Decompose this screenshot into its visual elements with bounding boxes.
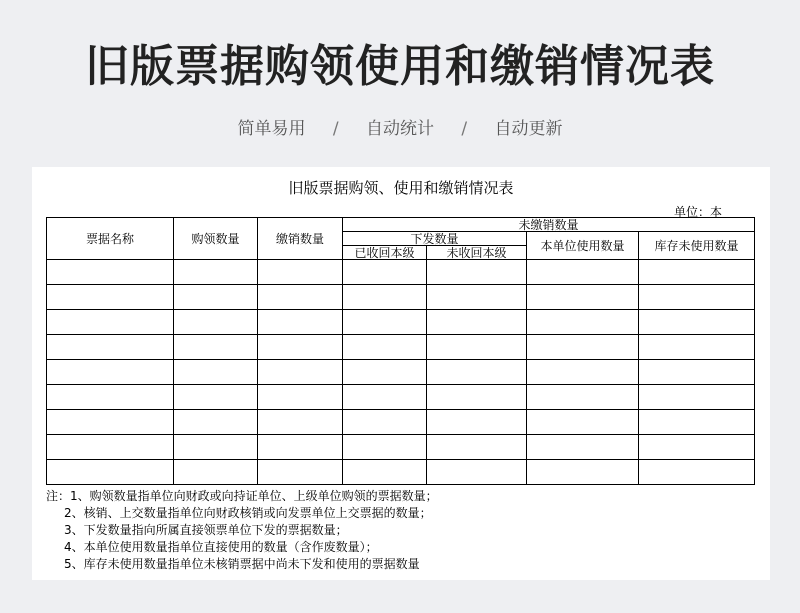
page-title: 旧版票据购领使用和缴销情况表 (85, 41, 715, 92)
table-cell (343, 335, 427, 360)
table-cell (427, 410, 527, 435)
col-not-recovered: 未收回本级 (427, 246, 527, 260)
table-cell (639, 360, 755, 385)
note-5: 5、库存未使用数量指单位未核销票据中尚未下发和使用的票据数量 (64, 557, 420, 571)
table-cell (343, 360, 427, 385)
table-cell (258, 460, 343, 485)
table-cell (47, 385, 174, 410)
table-cell (527, 260, 639, 285)
table-cell (527, 360, 639, 385)
table-cell (343, 460, 427, 485)
table-cell (174, 260, 258, 285)
table-cell (639, 410, 755, 435)
note-4: 4、本单位使用数量指单位直接使用的数量（含作废数量）； (64, 540, 378, 554)
col-ticket-name: 票据名称 (47, 218, 174, 260)
table-cell (527, 435, 639, 460)
table-cell (47, 310, 174, 335)
table-cell (639, 435, 755, 460)
notes (46, 488, 766, 573)
table-cell (527, 460, 639, 485)
table-cell (343, 310, 427, 335)
table-cell (427, 260, 527, 285)
table-cell (639, 260, 755, 285)
table-cell (639, 285, 755, 310)
table-cell (174, 410, 258, 435)
table-cell (258, 335, 343, 360)
table-cell (258, 385, 343, 410)
table-cell (174, 460, 258, 485)
table-cell (427, 310, 527, 335)
tag-auto-statistics: 自动统计 (366, 119, 434, 139)
col-uncancelled-group: 未缴销数量 (343, 218, 755, 232)
table-cell (527, 335, 639, 360)
document-title: 旧版票据购领、使用和缴销情况表 (288, 179, 514, 197)
table-cell (639, 310, 755, 335)
col-stock-unused-qty: 库存未使用数量 (639, 232, 755, 260)
table-cell (174, 335, 258, 360)
table-cell (258, 435, 343, 460)
unit-label: 单位：本 (673, 205, 722, 219)
table-cell (47, 360, 174, 385)
col-recovered: 已收回本级 (343, 246, 427, 260)
document-preview (32, 167, 770, 580)
table-row (47, 460, 755, 485)
table-cell (258, 260, 343, 285)
table-row (47, 385, 755, 410)
table-cell (527, 410, 639, 435)
table-cell (527, 385, 639, 410)
table-row (47, 360, 755, 385)
table-cell (343, 260, 427, 285)
table-cell (174, 310, 258, 335)
tag-easy-to-use: 简单易用 (237, 119, 306, 139)
table-cell (427, 460, 527, 485)
table-cell (343, 385, 427, 410)
note-3: 3、下发数量指向所属直接领票单位下发的票据数量； (64, 523, 348, 537)
table-row (47, 285, 755, 310)
tag-separator: / (461, 119, 468, 139)
table-row (47, 335, 755, 360)
table-cell (639, 385, 755, 410)
table-row (47, 310, 755, 335)
feature-tags (0, 114, 800, 139)
note-2: 2、核销、上交数量指单位向财政核销或向发票单位上交票据的数量； (64, 506, 432, 520)
table-cell (47, 260, 174, 285)
table-row (47, 260, 755, 285)
table-cell (343, 435, 427, 460)
table-cell (258, 310, 343, 335)
table-cell (47, 285, 174, 310)
table-cell (343, 285, 427, 310)
tag-auto-update: 自动更新 (494, 119, 563, 139)
table-cell (527, 285, 639, 310)
table-cell (258, 410, 343, 435)
table-cell (174, 385, 258, 410)
table-cell (47, 410, 174, 435)
table-cell (427, 360, 527, 385)
table-row (47, 410, 755, 435)
tag-separator: / (332, 119, 339, 139)
table-cell (639, 335, 755, 360)
table-cell (427, 435, 527, 460)
table-cell (258, 285, 343, 310)
table-cell (47, 460, 174, 485)
col-own-use-qty: 本单位使用数量 (527, 232, 639, 260)
table-cell (639, 460, 755, 485)
ticket-table (46, 217, 755, 485)
table-cell (343, 410, 427, 435)
table-cell (174, 360, 258, 385)
table-row (47, 435, 755, 460)
table-cell (427, 285, 527, 310)
table-cell (427, 335, 527, 360)
col-issued-group: 下发数量 (343, 232, 527, 246)
col-purchased-qty: 购领数量 (174, 218, 258, 260)
note-1: 注：1、购领数量指单位向财政或向持证单位、上级单位购领的票据数量； (46, 489, 438, 503)
table-body (47, 260, 755, 485)
table-cell (47, 335, 174, 360)
col-cancelled-qty: 缴销数量 (258, 218, 343, 260)
table-cell (174, 285, 258, 310)
table-cell (427, 385, 527, 410)
table-cell (258, 360, 343, 385)
table-cell (47, 435, 174, 460)
table-cell (174, 435, 258, 460)
table-cell (527, 310, 639, 335)
